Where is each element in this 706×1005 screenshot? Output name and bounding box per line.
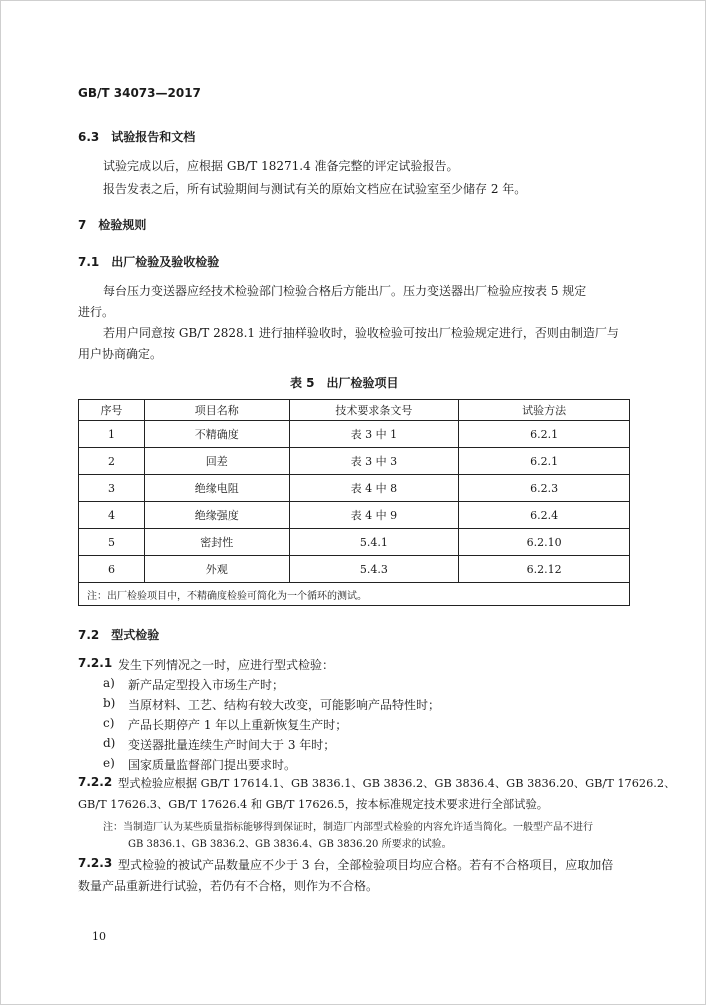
cell-index: 6 <box>79 556 145 583</box>
clause-7-2-3-number: 7.2.3 <box>78 856 113 870</box>
cell-index: 5 <box>79 529 145 556</box>
column-header-item-name: 项目名称 <box>144 400 289 421</box>
list-item-d-text: 变送器批量连续生产时间大于 3 年时； <box>128 738 336 752</box>
table-5 <box>78 399 630 606</box>
column-header-requirement-clause: 技术要求条文号 <box>289 400 459 421</box>
table-row <box>79 502 630 529</box>
cell-index: 4 <box>79 502 145 529</box>
clause-7-2-2-line-2: GB/T 17626.3、GB/T 17626.4 和 GB/T 17626.5，按本标准规定技术要求进行全部试验。 <box>78 798 549 811</box>
list-item-c-text: 产品长期停产 1 年以上重新恢复生产时； <box>128 718 348 732</box>
table-header-row <box>79 400 630 421</box>
table-row <box>79 448 630 475</box>
cell-test-method: 6.2.1 <box>459 421 630 448</box>
list-item-e-text: 国家质量监督部门提出要求时。 <box>128 758 297 772</box>
section-7-heading: 7 检验规则 <box>78 218 147 232</box>
cell-item-name: 不精确度 <box>144 421 289 448</box>
section-7-1-paragraph-1-line-1: 每台压力变送器应经技术检验部门检验合格后方能出厂。压力变送器出厂检验应按表 5 规定 <box>103 284 587 298</box>
table-row <box>79 529 630 556</box>
column-header-index: 序号 <box>79 400 145 421</box>
table-row <box>79 556 630 583</box>
section-7-1-paragraph-2-line-2: 用户协商确定。 <box>78 347 163 361</box>
cell-item-name: 绝缘强度 <box>144 502 289 529</box>
clause-7-2-1-number: 7.2.1 <box>78 656 113 670</box>
section-6-3-paragraph-2: 报告发表之后，所有试验期间与测试有关的原始文档应在试验室至少储存 2 年。 <box>103 182 527 196</box>
cell-index: 2 <box>79 448 145 475</box>
cell-test-method: 6.2.10 <box>459 529 630 556</box>
table-5-caption: 表 5 出厂检验项目 <box>290 376 399 390</box>
cell-requirement-clause: 表 3 中 3 <box>289 448 459 475</box>
section-6-3-heading: 6.3 试验报告和文档 <box>78 130 196 144</box>
list-item-b-text: 当原材料、工艺、结构有较大改变，可能影响产品特性时； <box>128 698 441 712</box>
cell-requirement-clause: 表 4 中 9 <box>289 502 459 529</box>
section-7-1-paragraph-2-line-1: 若用户同意按 GB/T 2828.1 进行抽样验收时，验收检验可按出厂检验规定进行，否则由制造厂与 <box>103 326 619 340</box>
clause-7-2-3-line-2: 数量产品重新进行试验，若仍有不合格，则作为不合格。 <box>78 879 379 893</box>
standard-id-header: GB/T 34073—2017 <box>78 86 201 100</box>
list-item-b-marker: b) <box>103 696 116 710</box>
section-6-3-paragraph-1: 试验完成以后，应根据 GB/T 18271.4 准备完整的评定试验报告。 <box>103 159 459 173</box>
cell-requirement-clause: 表 3 中 1 <box>289 421 459 448</box>
cell-index: 3 <box>79 475 145 502</box>
list-item-a-text: 新产品定型投入市场生产时； <box>128 678 285 692</box>
table-5-note: 注：出厂检验项目中，不精确度检验可简化为一个循环的测试。 <box>79 583 630 606</box>
cell-requirement-clause: 5.4.3 <box>289 556 459 583</box>
column-header-test-method: 试验方法 <box>459 400 630 421</box>
cell-index: 1 <box>79 421 145 448</box>
clause-7-2-2-line-1: 型式检验应根据 GB/T 17614.1、GB 3836.1、GB 3836.2、GB 3836.4、GB 3836.20、GB/T 17626.2、 <box>118 777 676 790</box>
list-item-d-marker: d) <box>103 736 116 750</box>
cell-item-name: 回差 <box>144 448 289 475</box>
cell-test-method: 6.2.4 <box>459 502 630 529</box>
clause-7-2-2-note-line-2: GB 3836.1、GB 3836.2、GB 3836.4、GB 3836.20 所要求的试验。 <box>128 839 452 850</box>
clause-7-2-3-line-1: 型式检验的被试产品数量应不少于 3 台，全部检验项目均应合格。若有不合格项目，应取加倍 <box>118 858 614 872</box>
list-item-e-marker: e) <box>103 756 115 770</box>
section-7-2-heading: 7.2 型式检验 <box>78 628 160 642</box>
cell-test-method: 6.2.3 <box>459 475 630 502</box>
section-7-1-heading: 7.1 出厂检验及验收检验 <box>78 255 220 269</box>
list-item-c-marker: c) <box>103 716 115 730</box>
table-row <box>79 421 630 448</box>
table-row <box>79 475 630 502</box>
cell-requirement-clause: 表 4 中 8 <box>289 475 459 502</box>
cell-test-method: 6.2.1 <box>459 448 630 475</box>
cell-item-name: 外观 <box>144 556 289 583</box>
clause-7-2-1-text: 发生下列情况之一时，应进行型式检验： <box>118 658 335 672</box>
cell-requirement-clause: 5.4.1 <box>289 529 459 556</box>
list-item-a-marker: a) <box>103 676 115 690</box>
cell-test-method: 6.2.12 <box>459 556 630 583</box>
clause-7-2-2-number: 7.2.2 <box>78 775 113 789</box>
clause-7-2-2-note-line-1: 注：当制造厂认为某些质量指标能够得到保证时，制造厂内部型式检验的内容允许适当简化。一般型产品不进行 <box>103 822 593 833</box>
table-note-row <box>79 583 630 606</box>
cell-item-name: 绝缘电阻 <box>144 475 289 502</box>
page-number: 10 <box>92 930 106 943</box>
cell-item-name: 密封性 <box>144 529 289 556</box>
section-7-1-paragraph-1-line-2: 进行。 <box>78 305 115 319</box>
